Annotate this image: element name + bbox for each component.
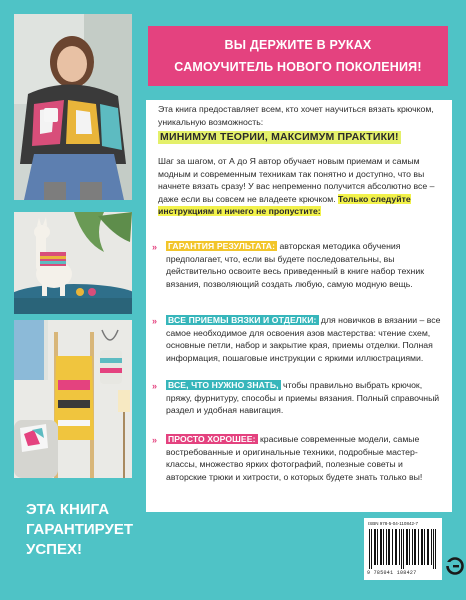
description-card [146, 100, 452, 512]
feature-text: для новичков в вязании – все самое необходимое для освоения азов мастерства: чтение схем, основные петли, набор и закрытие края, приемы отделки. Полная информация, пошаговые инструкции с яркими иллюстрациями. [166, 315, 441, 363]
double-arrow-icon: » [152, 316, 158, 326]
intro-text: Эта книга предоставляет всем, кто хочет научиться вязать крючком, уникальную возможность: [158, 104, 434, 127]
feature-text: чтобы правильно выбрать крючок, пряжу, фурнитуру, способы и приемы вязания. Полный справочный раздел и удобная навигация. [166, 380, 440, 416]
photo-woman-blanket [14, 14, 132, 200]
headline-banner [148, 26, 448, 86]
headline-line-1: ВЫ ДЕРЖИТЕ В РУКАХ [224, 38, 372, 52]
feature-just-good [146, 433, 452, 483]
photo-knitted-llama [14, 212, 132, 314]
feature-tag: ПРОСТО ХОРОШЕЕ: [168, 434, 256, 444]
method-paragraph [158, 155, 442, 218]
guarantee-line-2: ГАРАНТИРУЕТ [26, 521, 133, 538]
guarantee-line-3: УСПЕХ! [26, 541, 82, 558]
guarantee-line-1: ЭТА КНИГА [26, 501, 110, 518]
feature-text: красивые современные модели, самые востребованные и оригинальные техники, подробные мастер-классы, множество ярких фотографий, полезные советы и авторские трюки и хитрости, о которых будете знать только вы! [166, 434, 423, 482]
double-arrow-icon: » [152, 435, 158, 445]
barcode-icon [368, 529, 438, 569]
feature-tag: ВСЕ ПРИЕМЫ ВЯЗКИ И ОТДЕЛКИ: [168, 315, 317, 325]
barcode-digits: 9 785041 108427 [367, 570, 417, 576]
feature-result-guarantee [146, 240, 452, 290]
guarantee-slogan [26, 500, 166, 560]
slogan: МИНИМУМ ТЕОРИИ, МАКСИМУМ ПРАКТИКИ! [160, 131, 399, 143]
double-arrow-icon: » [152, 381, 158, 391]
isbn-label: ISBN 978-5-04-110842-7 [368, 521, 418, 526]
isbn-barcode-block [364, 518, 442, 580]
eksmo-logo [446, 556, 466, 576]
feature-text: авторская методика обучения предполагает, что, если вы будете последовательны, вы действительно освоите весь приведенный в книге набор техник вязания, позволяющий создать любую, самую модную вещь. [166, 241, 424, 289]
feature-all-techniques [146, 314, 452, 364]
photo-knitted-decor [14, 320, 132, 478]
feature-need-to-know [146, 379, 452, 417]
feature-tag: ГАРАНТИЯ РЕЗУЛЬТАТА: [168, 241, 276, 251]
method-text: Шаг за шагом, от А до Я автор обучает новым приемам и самым модным и современным техникам так понятно и доступно, что вы начнете вязать сразу! У вас непременно получится абсолютно все – даже если вы совсем не владеете крючком. [158, 156, 435, 204]
feature-tag: ВСЕ, ЧТО НУЖНО ЗНАТЬ, [168, 380, 279, 390]
method-highlight: Только следуйте инструкциям и ничего не пропустите: [158, 193, 411, 217]
headline-line-2: САМОУЧИТЕЛЬ НОВОГО ПОКОЛЕНИЯ! [174, 60, 422, 74]
double-arrow-icon: » [152, 242, 158, 252]
